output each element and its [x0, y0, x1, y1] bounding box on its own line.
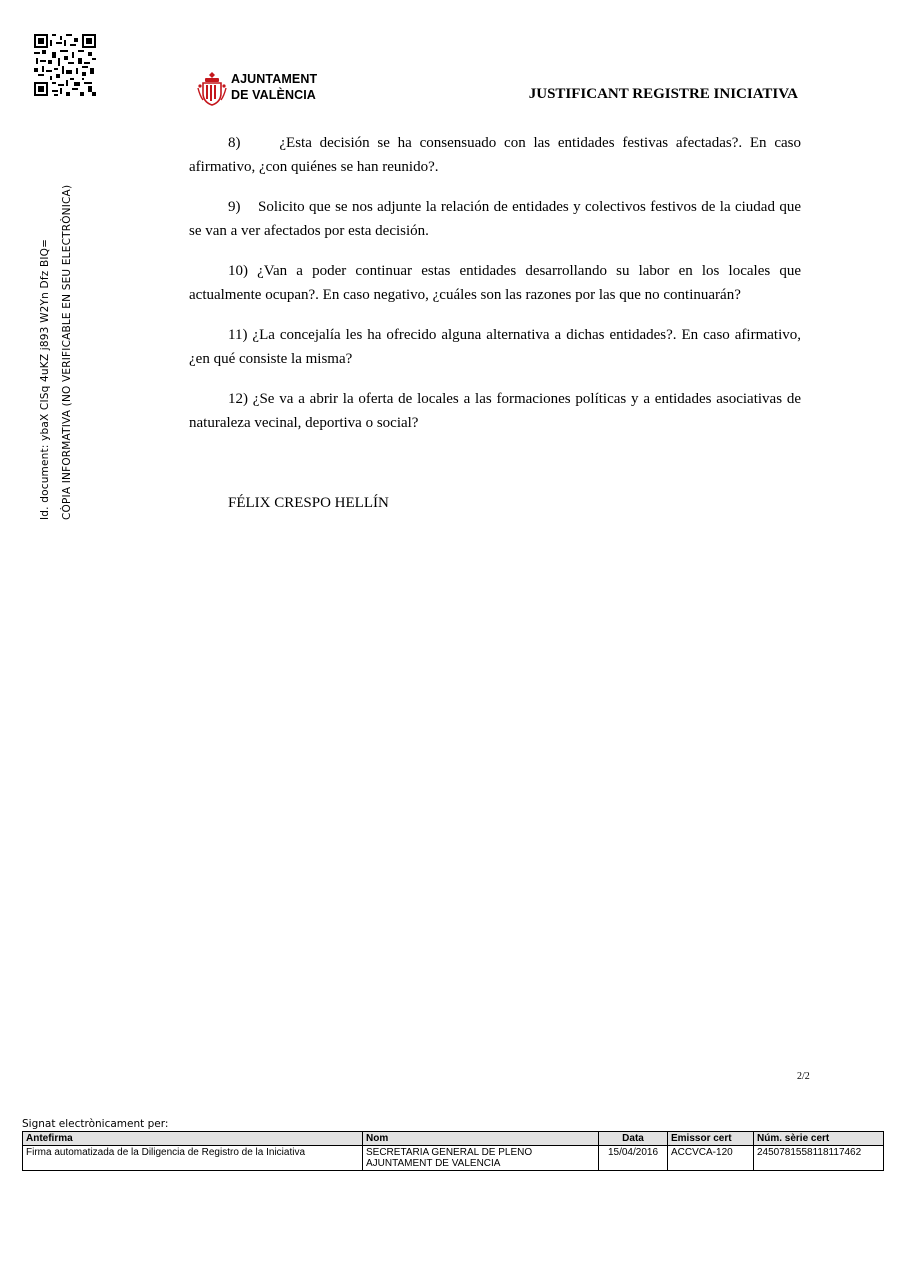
cell-serie: 2450781558118117462	[754, 1146, 884, 1171]
signature-table	[22, 1131, 884, 1171]
cell-nom-line1: SECRETARIA GENERAL DE PLENO	[366, 1147, 533, 1158]
copy-notice-text: CÒPIA INFORMATIVA (NO VERIFICABLE EN SEU ELECTRÒNICA)	[61, 184, 73, 520]
question-paragraph: 9) Solicito que se nos adjunte la relación de entidades y colectivos festivos de la ciudad que se van a ver afectados por esta decisión.	[189, 199, 801, 239]
col-antefirma: Antefirma	[23, 1132, 363, 1146]
table-row	[23, 1146, 884, 1171]
question-list	[189, 131, 801, 451]
signed-by-label: Signat electrònicament per:	[22, 1118, 169, 1130]
side-document-id	[34, 185, 78, 520]
cell-nom-line2: AJUNTAMENT DE VALENCIA	[366, 1158, 501, 1169]
document-title: JUSTIFICANT REGISTRE INICIATIVA	[528, 86, 798, 102]
cell-emissor: ACCVCA-120	[668, 1146, 754, 1171]
coat-of-arms-icon	[196, 70, 228, 108]
col-data: Data	[599, 1132, 668, 1146]
question-paragraph: 12) ¿Se va a abrir la oferta de locales a las formaciones políticas y a entidades asociativas de naturaleza vecinal, deportiva o social?	[189, 391, 801, 431]
qr-code-icon	[34, 34, 96, 96]
signature-header-row	[23, 1132, 884, 1146]
page-number: 2/2	[797, 1071, 810, 1082]
col-emissor: Emissor cert	[668, 1132, 754, 1146]
ajuntament-logo	[196, 70, 326, 108]
logo-line-2: DE VALÈNCIA	[231, 88, 316, 102]
document-id-text: Id. document: ybaX CISq 4uKZ j893 W2Yn Dfz BIQ=	[39, 238, 51, 520]
question-paragraph: 10) ¿Van a poder continuar estas entidades desarrollando su labor en los locales que actualmente ocupan?. En caso negativo, ¿cuáles son las razones por las que no continuarán?	[189, 263, 801, 303]
question-paragraph: 11) ¿La concejalía les ha ofrecido alguna alternativa a dichas entidades?. En caso afirmativo, ¿en qué consiste la misma?	[189, 327, 801, 367]
col-serie: Núm. sèrie cert	[754, 1132, 884, 1146]
signer-name: FÉLIX CRESPO HELLÍN	[228, 495, 389, 511]
question-paragraph: 8) ¿Esta decisión se ha consensuado con las entidades festivas afectadas?. En caso afirmativo, ¿con quiénes se han reunido?.	[189, 135, 801, 175]
cell-data: 15/04/2016	[599, 1146, 668, 1171]
cell-nom	[363, 1146, 599, 1171]
logo-line-1: AJUNTAMENT	[231, 72, 318, 86]
col-nom: Nom	[363, 1132, 599, 1146]
cell-antefirma: Firma automatizada de la Diligencia de Registro de la Iniciativa	[23, 1146, 363, 1171]
